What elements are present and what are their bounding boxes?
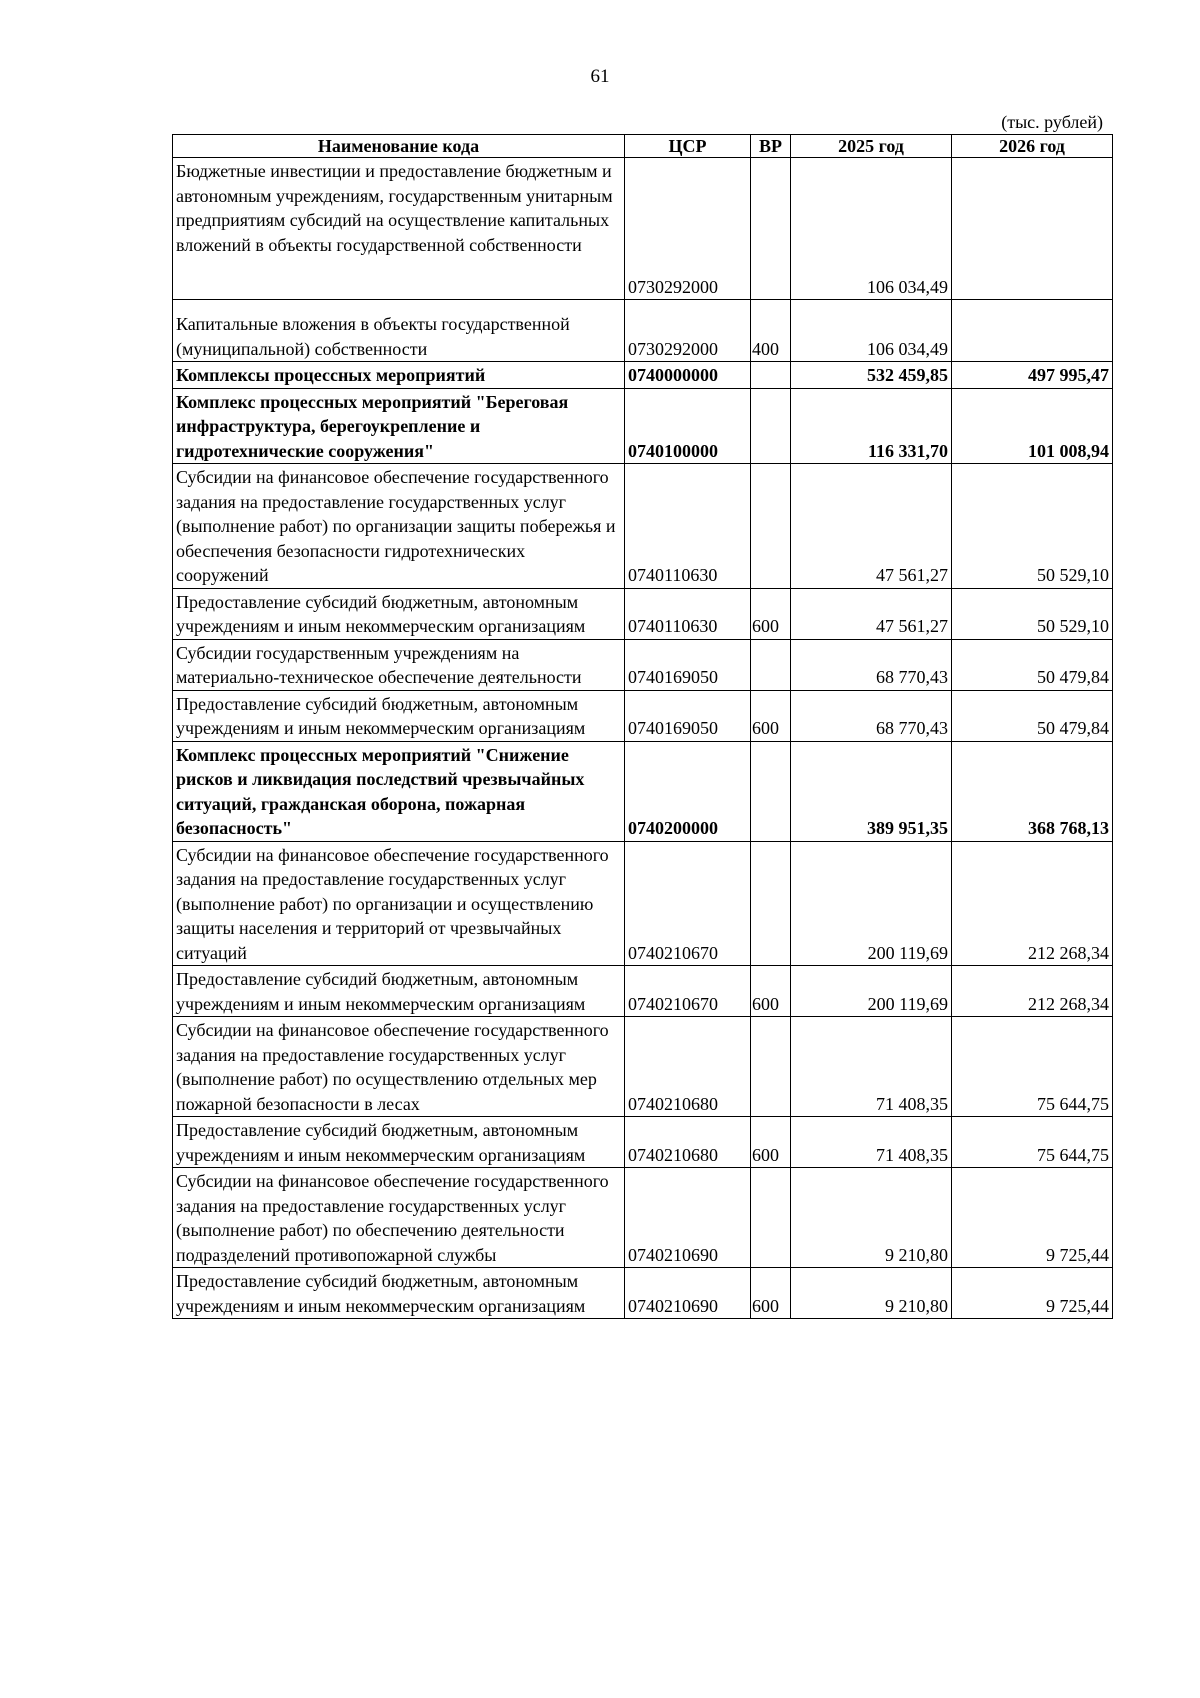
table-row — [173, 1017, 1113, 1117]
row-csr: 0740210680 — [625, 1117, 751, 1168]
row-name: Предоставление субсидий бюджетным, автономным учреждениям и иным некоммерческим организациям — [173, 690, 625, 741]
row-2025: 200 119,69 — [791, 841, 952, 966]
row-vr: 600 — [751, 690, 791, 741]
table-row — [173, 1268, 1113, 1319]
row-2025: 200 119,69 — [791, 966, 952, 1017]
table-row — [173, 464, 1113, 589]
row-2025: 106 034,49 — [791, 158, 952, 300]
table-row — [173, 741, 1113, 841]
row-2025: 68 770,43 — [791, 690, 952, 741]
budget-table — [172, 134, 1113, 1319]
row-name: Субсидии на финансовое обеспечение государственного задания на предоставление государственных услуг (выполнение работ) по обеспечению деятельности подразделений противопожарной службы — [173, 1168, 625, 1268]
row-csr: 0740000000 — [625, 362, 751, 389]
row-vr — [751, 388, 791, 464]
row-csr: 0730292000 — [625, 158, 751, 300]
row-vr — [751, 1017, 791, 1117]
table-row — [173, 158, 1113, 300]
row-2026: 212 268,34 — [952, 841, 1113, 966]
header-vr: ВР — [751, 135, 791, 158]
row-csr: 0740169050 — [625, 639, 751, 690]
row-vr — [751, 1168, 791, 1268]
row-2025: 47 561,27 — [791, 588, 952, 639]
row-name: Субсидии на финансовое обеспечение государственного задания на предоставление государственных услуг (выполнение работ) по осуществлению отдельных мер пожарной безопасности в лесах — [173, 1017, 625, 1117]
units-note: (тыс. рублей) — [1001, 112, 1103, 132]
row-vr: 600 — [751, 1117, 791, 1168]
row-name: Субсидии на финансовое обеспечение государственного задания на предоставление государственных услуг (выполнение работ) по организации защиты побережья и обеспечения безопасности гидротехнических сооружений — [173, 464, 625, 589]
row-2025: 71 408,35 — [791, 1117, 952, 1168]
row-2025: 9 210,80 — [791, 1168, 952, 1268]
row-2025: 71 408,35 — [791, 1017, 952, 1117]
row-csr: 0740110630 — [625, 464, 751, 589]
row-vr: 600 — [751, 588, 791, 639]
table-row — [173, 588, 1113, 639]
row-name: Субсидии на финансовое обеспечение государственного задания на предоставление государственных услуг (выполнение работ) по организации и осуществлению защиты населения и территорий от чрезвычайных ситуаций — [173, 841, 625, 966]
table-row — [173, 966, 1113, 1017]
row-csr: 0740110630 — [625, 588, 751, 639]
row-2026: 368 768,13 — [952, 741, 1113, 841]
row-2026: 9 725,44 — [952, 1268, 1113, 1319]
row-name: Комплексы процессных мероприятий — [173, 362, 625, 389]
row-2025: 68 770,43 — [791, 639, 952, 690]
row-csr: 0740210690 — [625, 1268, 751, 1319]
row-csr: 0740210670 — [625, 966, 751, 1017]
table-row — [173, 300, 1113, 362]
row-2026: 75 644,75 — [952, 1017, 1113, 1117]
table-header-row — [173, 135, 1113, 158]
row-2025: 106 034,49 — [791, 300, 952, 362]
header-csr: ЦСР — [625, 135, 751, 158]
row-vr — [751, 464, 791, 589]
row-vr: 600 — [751, 1268, 791, 1319]
page-number: 61 — [590, 66, 610, 87]
row-2025: 116 331,70 — [791, 388, 952, 464]
row-csr: 0740169050 — [625, 690, 751, 741]
row-vr — [751, 639, 791, 690]
row-2026: 212 268,34 — [952, 966, 1113, 1017]
table-row — [173, 362, 1113, 389]
row-csr: 0740200000 — [625, 741, 751, 841]
row-2026: 9 725,44 — [952, 1168, 1113, 1268]
row-2026: 497 995,47 — [952, 362, 1113, 389]
row-2025: 9 210,80 — [791, 1268, 952, 1319]
table-row — [173, 639, 1113, 690]
row-name: Предоставление субсидий бюджетным, автономным учреждениям и иным некоммерческим организациям — [173, 1268, 625, 1319]
row-2026: 50 529,10 — [952, 464, 1113, 589]
table-row — [173, 841, 1113, 966]
header-name: Наименование кода — [173, 135, 625, 158]
table-row — [173, 1117, 1113, 1168]
table-row — [173, 690, 1113, 741]
row-name: Предоставление субсидий бюджетным, автономным учреждениям и иным некоммерческим организациям — [173, 588, 625, 639]
row-vr — [751, 158, 791, 300]
row-2025: 389 951,35 — [791, 741, 952, 841]
row-2026 — [952, 158, 1113, 300]
row-vr — [751, 741, 791, 841]
row-name: Капитальные вложения в объекты государственной (муниципальной) собственности — [173, 300, 625, 362]
row-csr: 0740100000 — [625, 388, 751, 464]
row-2026: 50 529,10 — [952, 588, 1113, 639]
row-vr — [751, 841, 791, 966]
row-2026 — [952, 300, 1113, 362]
table-row — [173, 1168, 1113, 1268]
row-2025: 532 459,85 — [791, 362, 952, 389]
row-vr: 400 — [751, 300, 791, 362]
row-name: Комплекс процессных мероприятий "Снижение рисков и ликвидация последствий чрезвычайных ситуаций, гражданская оборона, пожарная безопасность" — [173, 741, 625, 841]
row-2026: 75 644,75 — [952, 1117, 1113, 1168]
header-2025: 2025 год — [791, 135, 952, 158]
table-row — [173, 388, 1113, 464]
header-2026: 2026 год — [952, 135, 1113, 158]
row-csr: 0740210680 — [625, 1017, 751, 1117]
row-name: Предоставление субсидий бюджетным, автономным учреждениям и иным некоммерческим организациям — [173, 966, 625, 1017]
row-csr: 0740210670 — [625, 841, 751, 966]
row-csr: 0730292000 — [625, 300, 751, 362]
row-name: Предоставление субсидий бюджетным, автономным учреждениям и иным некоммерческим организациям — [173, 1117, 625, 1168]
row-2026: 50 479,84 — [952, 690, 1113, 741]
row-name: Субсидии государственным учреждениям на материально-техническое обеспечение деятельности — [173, 639, 625, 690]
row-vr: 600 — [751, 966, 791, 1017]
row-2026: 50 479,84 — [952, 639, 1113, 690]
row-vr — [751, 362, 791, 389]
row-2026: 101 008,94 — [952, 388, 1113, 464]
row-name: Бюджетные инвестиции и предоставление бюджетным и автономным учреждениям, государственным унитарным предприятиям субсидий на осуществление капитальных вложений в объекты государственной собственности — [173, 158, 625, 300]
row-name: Комплекс процессных мероприятий "Береговая инфраструктура, берегоукрепление и гидротехнические сооружения" — [173, 388, 625, 464]
row-2025: 47 561,27 — [791, 464, 952, 589]
row-csr: 0740210690 — [625, 1168, 751, 1268]
